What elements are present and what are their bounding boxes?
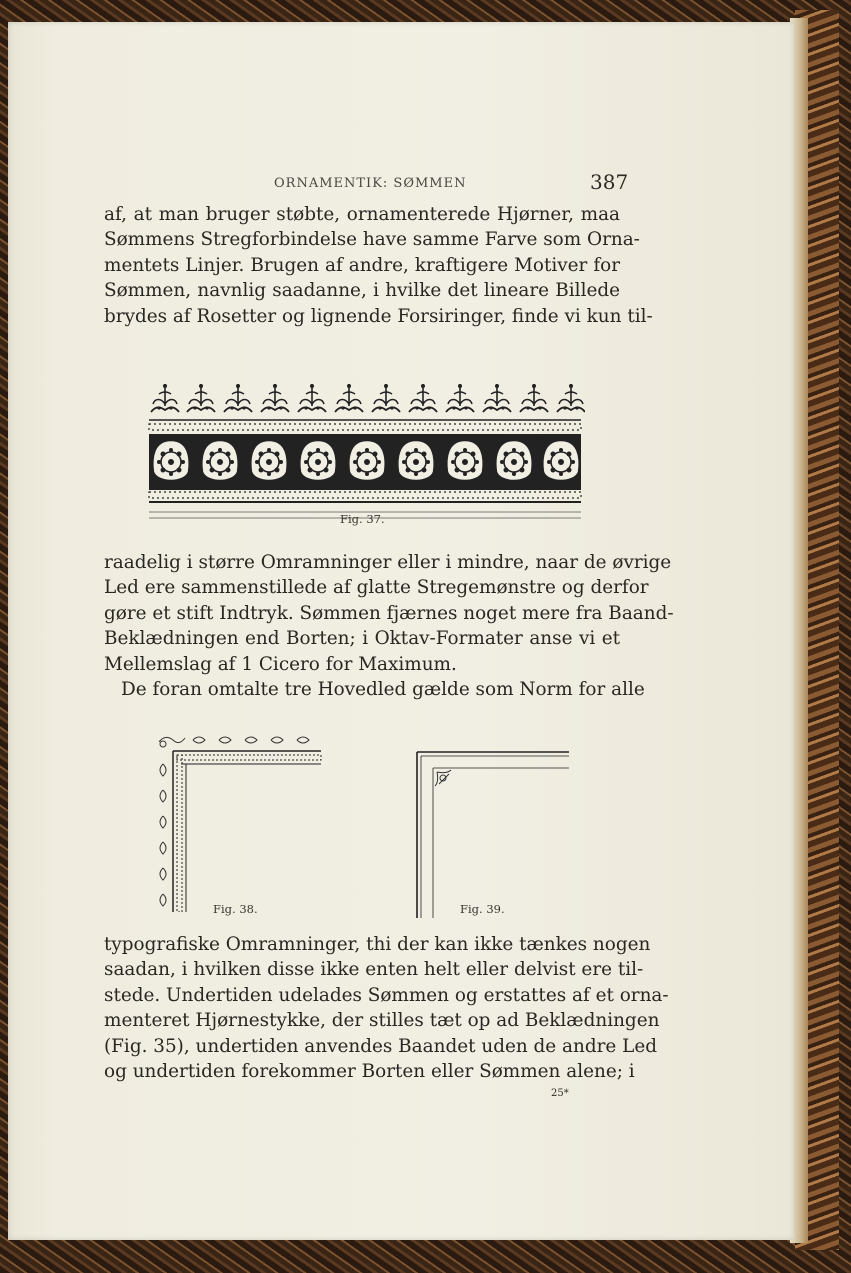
text-line: De foran omtalte tre Hovedled gælde som Norm for alle (121, 679, 645, 700)
paragraph-3 (121, 677, 645, 702)
text-line: Beklædningen end Borten; i Oktav-Formater anse vi et (104, 628, 620, 650)
text-line: raadelig i større Omramninger eller i mindre, naar de øvrige (104, 552, 672, 573)
text-line: af, at man bruger støbte, ornamenterede Hjørner, maa (104, 204, 620, 225)
figure-37-ornament (141, 362, 585, 524)
paragraph-4 (104, 932, 669, 1084)
text-line: Led ere sammenstillede af glatte Stregemønstre og derfor (104, 577, 649, 599)
text-line: menteret Hjørnestykke, der stilles tæt op ad Beklædningen (104, 1010, 660, 1032)
text-line: og undertiden forekommer Borten eller Sømmen alene; i (104, 1061, 635, 1083)
running-head: ORNAMENTIK: SØMMEN (274, 176, 467, 191)
text-line: (Fig. 35), undertiden anvendes Baandet uden de andre Led (104, 1035, 658, 1057)
figure-39-caption: Fig. 39. (460, 902, 505, 916)
text-line: gøre et stift Indtryk. Sømmen fjærnes noget mere fra Baand- (104, 602, 674, 624)
text-line: mentets Linjer. Brugen af andre, kraftigere Motiver for (104, 254, 620, 276)
signature-mark: 25* (551, 1088, 569, 1099)
figure-38-caption: Fig. 38. (213, 902, 258, 916)
paragraph-1 (104, 202, 653, 329)
figure-37-caption: Fig. 37. (340, 512, 385, 526)
book-page (8, 22, 794, 1240)
text-line: Sømmen, navnlig saadanne, i hvilke det lineare Billede (104, 280, 620, 302)
paragraph-2 (104, 550, 674, 677)
text-line: Sømmens Stregforbindelse have samme Farve som Orna- (104, 229, 640, 251)
text-line: typografiske Omramninger, thi der kan ikke tænkes nogen (104, 934, 651, 955)
figure-38-corner (153, 734, 323, 912)
figure-39-corner (413, 750, 573, 920)
page-header (8, 170, 794, 200)
text-line: brydes af Rosetter og lignende Forsiringer, finde vi kun til- (104, 305, 653, 327)
text-line: saadan, i hvilken disse ikke enten helt eller delvist ere til- (104, 959, 644, 981)
text-line: stede. Undertiden udelades Sømmen og erstattes af et orna- (104, 984, 669, 1006)
text-line: Mellemslag af 1 Cicero for Maximum. (104, 653, 457, 675)
page-number: 387 (590, 170, 629, 194)
